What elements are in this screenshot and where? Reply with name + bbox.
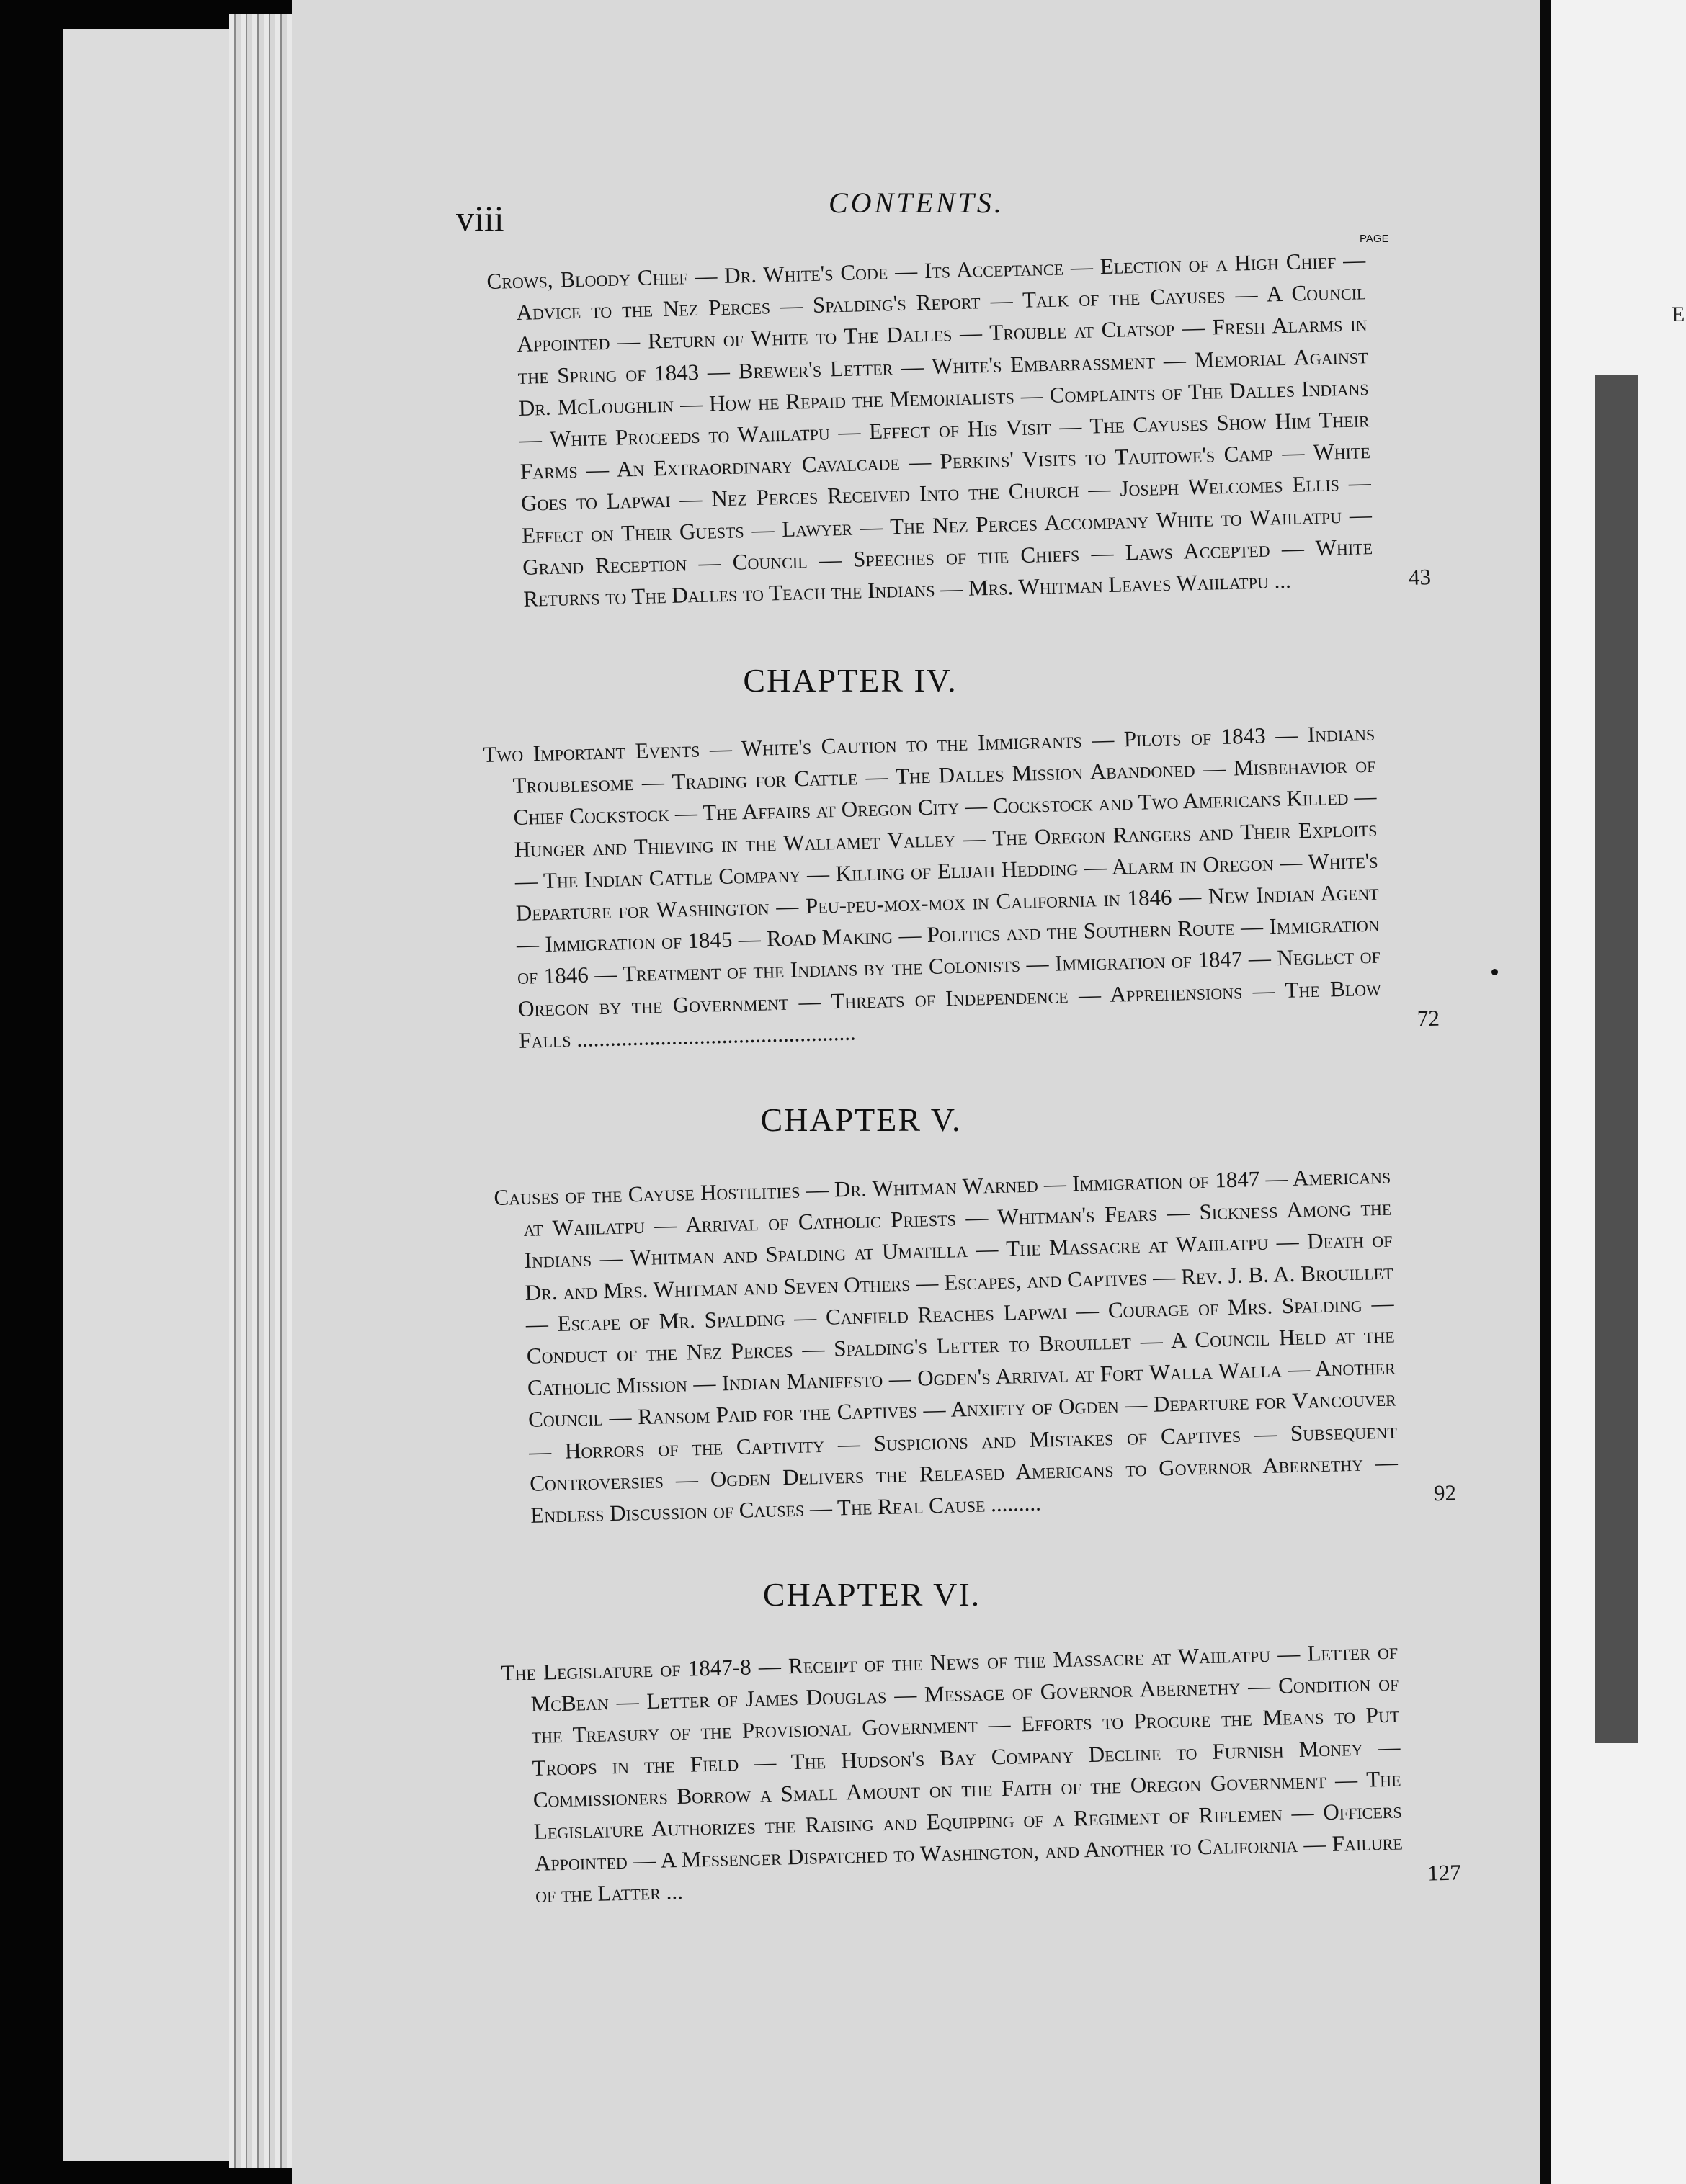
page-number: viii (456, 198, 504, 238)
gutter-shadow (1540, 0, 1551, 2184)
chapter-heading: CHAPTER VI. (762, 1576, 981, 1613)
summary-text: The Legislature of 1847-8 — Receipt of the News of the Massacre at Waiilatpu — Letter of McBean — Letter of James Douglas — Message of Governor Abernethy — Condition of the Treasury of the Provisional Government — Efforts to Procure the Means to Put Troops in the Field — The Hudson's Bay Company Decline to Furnish Money — Commissioners Borrow a Small Amount on the Faith of the Oregon Government — The Legislature Authorizes the Raising and Equipping of a Regiment of Riflemen — Officers Appointed — A Messenger Dispatched to Washington, and Another to California — Failure of the Latter ... (501, 1638, 1404, 1908)
chapter-summary (494, 1160, 1457, 1532)
chapter-summary-continued (486, 244, 1432, 615)
chapter-summary (501, 1636, 1462, 1912)
chapter-summary (483, 717, 1440, 1057)
chapter-heading: CHAPTER V. (760, 1101, 962, 1138)
summary-page-number: 127 (1427, 1859, 1462, 1887)
summary-page-number: 43 (1408, 564, 1432, 590)
summary-text: Crows, Bloody Chief — Dr. White's Code — Its Acceptance — Election of a High Chief — Advice to the Nez Perces — Spalding's Report — Talk of the Cayuses — A Council Appointed — Return of White to The Dalles — Trouble at Clatsop — Fresh Alarms in the Spring of 1843 — Brewer's Letter — White's Embarrassment — Memorial Against Dr. McLoughlin — How he Repaid the Memorialists — Complaints of The Dalles Indians — White Proceeds to Waiilatpu — Effect of His Visit — The Cayuses Show Him Their Farms — An Extraordinary Cavalcade — Perkins' Visits to Tauitowe's Camp — White Goes to Lapwai — Nez Perces Received Into the Church — Joseph Welcomes Ellis — Effect on Their Guests — Lawyer — The Nez Perces Accompany White to Waiilatpu — Grand Reception — Council — Speeches of the Chiefs — Laws Accepted — White Returns to The Dalles to Teach the Indians — Mrs. Whitman Leaves Waiilatpu ... (486, 247, 1373, 612)
summary-text: Two Important Events — White's Caution to the Immigrants — Pilots of 1843 — Indians Troublesome — Trading for Cattle — The Dalles Mission Abandoned — Misbehavior of Chief Cockstock — The Affairs at Oregon City — Cockstock and Two Americans Killed — Hunger and Thieving in the Wallamet Valley — The Oregon Rangers and Their Exploits — The Indian Cattle Company — Killing of Elijah Hedding — Alarm in Oregon — White's Departure for Washington — Peu-peu-mox-mox in California in 1846 — New Indian Agent — Immigration of 1845 — Road Making — Politics and the Southern Route — Immigration of 1846 — Treatment of the Indians by the Colonists — Immigration of 1847 — Neglect of Oregon by the Government — Threats of Independence — Apprehensions — The Blow Falls .................................................. (483, 720, 1382, 1053)
summary-page-number: 92 (1433, 1480, 1457, 1506)
contents-page (292, 0, 1553, 2184)
page-column-label: PAGE (1360, 233, 1389, 245)
page-header (292, 171, 1553, 245)
chapter-heading: CHAPTER IV. (743, 662, 958, 699)
previous-leaf-margin (63, 29, 229, 2161)
running-head: CONTENTS. (829, 187, 1004, 219)
facing-page-letter: E (1672, 303, 1685, 326)
page-edges (229, 14, 294, 2168)
summary-page-number: 72 (1417, 1005, 1440, 1031)
binding-shadow (1595, 375, 1638, 1743)
summary-text: Causes of the Cayuse Hostilities — Dr. Whitman Warned — Immigration of 1847 — Americans at Waiilatpu — Arrival of Catholic Priests — Whitman's Fears — Sickness Among the Indians — Whitman and Spalding at Umatilla — The Massacre at Waiilatpu — Death of Dr. and Mrs. Whitman and Seven Others — Escapes, and Captives — Rev. J. B. A. Brouillet — Escape of Mr. Spalding — Canfield Reaches Lapwai — Courage of Mrs. Spalding — Conduct of the Nez Perces — Spalding's Letter to Brouillet — A Council Held at the Catholic Mission — Indian Manifesto — Ogden's Arrival at Fort Walla Walla — Another Council — Ransom Paid for the Captives — Anxiety of Ogden — Departure for Vancouver — Horrors of the Captivity — Suspicions and Mistakes of Captives — Subsequent Controversies — Ogden Delivers the Released Americans to Governor Abernethy — Endless Discussion of Causes — The Real Cause ......... (494, 1163, 1399, 1528)
ink-speck (1491, 969, 1498, 975)
